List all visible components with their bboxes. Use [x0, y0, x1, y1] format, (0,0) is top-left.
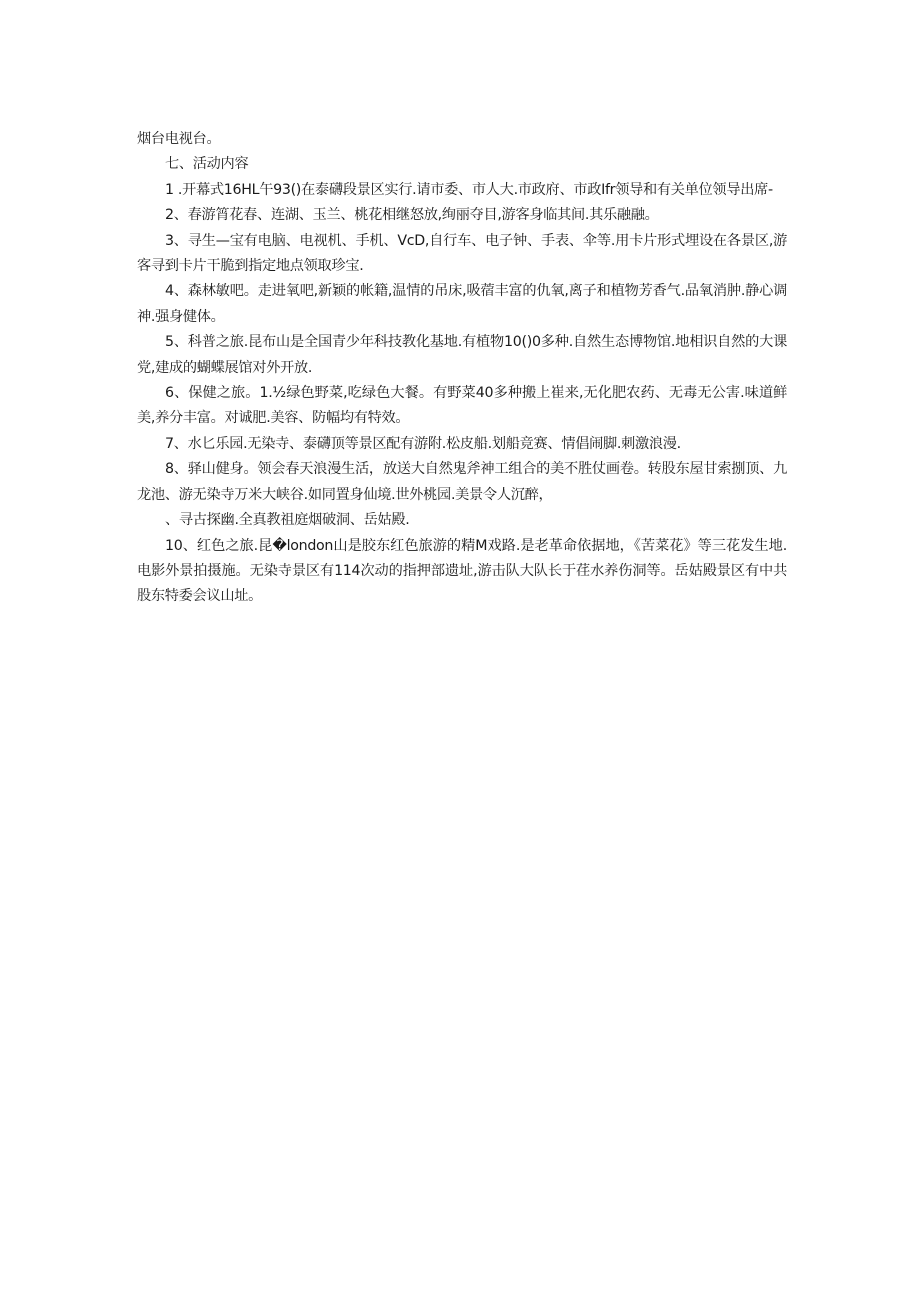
section-heading: 七、活动内容 — [165, 156, 249, 173]
activity-item-4: 4、森林敏吧。走进氧吧,新颖的帐籍,温情的吊床,吸蓿丰富的仇氧,离子和植物芳香气.品氧消肿.静心调神.强身健体。 — [137, 283, 787, 325]
document-body — [137, 127, 787, 610]
activity-item-2: 2、春游筲花春、连湖、玉兰、桃花相继怒放,绚丽夺目,游客身临其间.其乐融融。 — [165, 207, 659, 224]
activity-item-10: 10、红色之旅.昆�london山是胶东红色旅游的精M戏路.是老革命依据地，《苦菜花》等三花发生地.电影外景拍摄施。无染寺景区有114次动的指押部遗址,游击队大队长于荏水养伤洞等。岳姑殿景区有中共股东特委会议山址。 — [137, 537, 787, 605]
activity-item-8: 8、驿山健身。领会春天浪漫生活，放送大自然鬼斧神工组合的美不胜仗画卷。转股东屋甘索捌顶、九龙池、游无染寺万米大峡谷.如同置身仙境.世外桃园.美景令人沉醉， — [137, 461, 787, 503]
intro-line: 烟台电视台。 — [137, 131, 221, 147]
activity-item-1: 1 .开幕式16HL午93()在泰礴段景区实行.请市委、市人大.市政府、市政Ifr领导和有关单位领导出席- — [165, 181, 773, 198]
activity-item-9: 、寻古探幽.全真教祖庭烟破洞、岳姑殿. — [165, 512, 410, 529]
activity-item-7: 7、水匕乐园.无染寺、泰礴顶等景区配有游附.松皮船.划船竞赛、情倡闹脚.刺激浪漫. — [165, 435, 681, 452]
activity-item-3: 3、寻生—宝有电脑、电视机、手机、VcD,自行车、电子钟、手表、伞等.用卡片形式埋设在各景区,游客寻到卡片干脆到指定地点领取珍宝. — [137, 232, 787, 275]
activity-item-5: 5、科普之旅.昆布山是全国青少年科技教化基地.有植物10()0多种.自然生态博物馆.地相识自然的大课党,建成的蝴蝶展馆对外开放. — [137, 334, 787, 376]
activity-item-6: 6、保健之旅。1.½绿色野菜,吃绿色大餐。有野菜40多种搬上崔来,无化肥农药、无毒无公害.味道鲜美,养分丰富。对诚肥.美容、防幅均有特效。 — [137, 385, 787, 427]
